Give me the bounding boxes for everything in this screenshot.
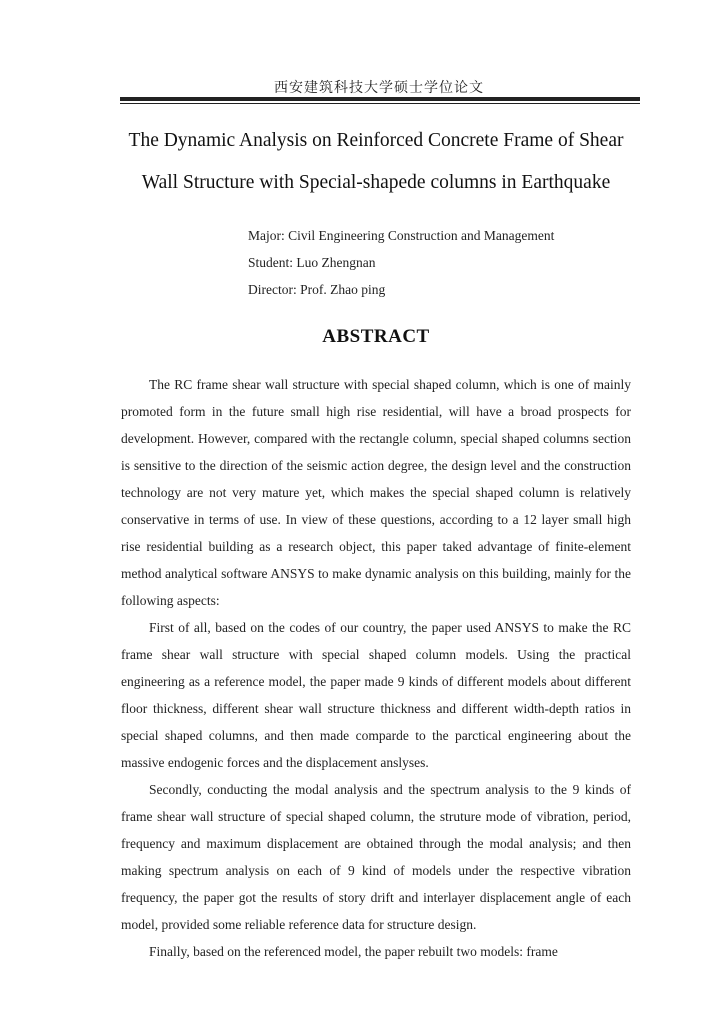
header-rule-thick [120, 97, 640, 101]
abstract-heading: ABSTRACT [322, 326, 430, 347]
thesis-title-line-2: Wall Structure with Special-shapede columns in Earthquake [141, 172, 611, 193]
header-rule-thin [120, 103, 640, 104]
abstract-paragraph-1: The RC frame shear wall structure with special shaped column, which is one of mainly promoted form in the future small high rise residential, will have a broad prospects for development. However, compared with the rectangle column, special shaped columns section is sensitive to the direction of the seismic action degree, the design level and the construction technology are not very mature yet, which makes the special shaped column is relatively conservative in terms of use. In view of these questions, according to a 12 layer small high rise residential building as a research object, this paper taked advantage of finite-element method analytical software ANSYS to make dynamic analysis on this building, mainly for the following aspects: [121, 377, 631, 608]
abstract-paragraph-4: Finally, based on the referenced model, the paper rebuilt two models: frame [149, 944, 558, 959]
major-line: Major: Civil Engineering Construction and Management [248, 228, 555, 243]
abstract-paragraph-3: Secondly, conducting the modal analysis and the spectrum analysis to the 9 kinds of frame shear wall structure of special shaped column, the struture mode of vibration, period, frequency and maximum displacement are obtained through the modal analysis; and then making spectrum analysis on each of 9 kind of models under the respective vibration frequency, the paper got the results of story drift and interlayer displacement angle of each model, provided some reliable reference data for structure design. [121, 782, 631, 932]
thesis-title-line-1: The Dynamic Analysis on Reinforced Concrete Frame of Shear [128, 130, 624, 151]
abstract-body [121, 371, 631, 965]
student-line: Student: Luo Zhengnan [248, 255, 376, 270]
abstract-paragraph-2: First of all, based on the codes of our country, the paper used ANSYS to make the RC frame shear wall structure with special shaped column models. Using the practical engineering as a reference model, the paper made 9 kinds of different models about different floor thickness, different shear wall structure thickness and different width-depth ratios in special shaped columns, and then made comparde to the parctical engineering about the massive endogenic forces and the displacement anslyses. [121, 620, 631, 770]
director-line: Director: Prof. Zhao ping [248, 282, 386, 297]
running-header: 西安建筑科技大学硕士学位论文 [274, 80, 484, 96]
